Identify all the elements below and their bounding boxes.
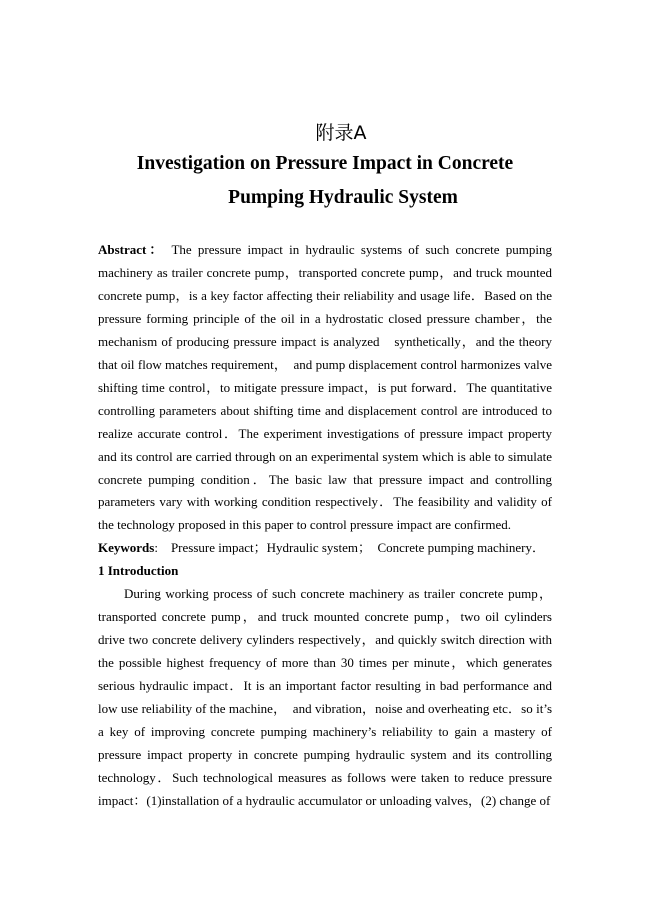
abstract-paragraph xyxy=(98,239,552,537)
introduction-paragraph: During working process of such concrete machinery as trailer concrete pump，transported concrete pump，and truck mounted concrete pump，two oil cylinders drive two concrete delivery cylinders respectively，and quickly switch direction with the possible highest frequency of more than 30 times per minute，which generates serious hydraulic impact．It is an important factor resulting in bad performance and low use reliability of the machine， and vibration，noise and overheating etc．so it’s a key of improving concrete pumping machinery’s reliability to gain a mastery of pressure impact property in concrete pumping hydraulic system and its controlling technology．Such technological measures as follows were taken to reduce pressure impact：(1)installation of a hydraulic accumulator or unloading valves，(2) change of xyxy=(98,586,552,808)
paper-title-line-2: Pumping Hydraulic System xyxy=(228,187,458,208)
abstract-text: The pressure impact in hydraulic systems of such concrete pumping machinery as trailer concrete pump，transported concrete pump，and truck mounted concrete pump，is a key factor affecting their reliability and usage life．Based on the pressure forming principle of the oil in a hydrostatic closed pressure chamber，the mechanism of producing pressure impact is analyzed synthetically，and the theory that oil flow matches requirement， and pump displacement control harmonizes valve shifting time control，to mitigate pressure impact，is put forward．The quantitative controlling parameters about shifting time and displacement control are introduced to realize accurate control．The experiment investigations of pressure impact property and its control are carried through on an experimental system which is able to simulate concrete pumping condition．The basic law that pressure impact and controlling parameters vary with working condition respectively．The feasibility and validity of the technology proposed in this paper to control pressure impact are confirmed. xyxy=(98,242,552,533)
keywords-paragraph xyxy=(98,537,552,560)
paper-title-line-1: Investigation on Pressure Impact in Concrete xyxy=(136,153,514,174)
paper-body xyxy=(98,239,552,813)
appendix-label: 附录A xyxy=(315,122,367,144)
keywords-label: Keywords xyxy=(98,540,155,556)
keywords-text: : Pressure impact；Hydraulic system； Concrete pumping machinery． xyxy=(154,540,545,556)
abstract-label: Abstract： xyxy=(98,242,166,257)
section-heading: 1 Introduction xyxy=(98,563,179,579)
